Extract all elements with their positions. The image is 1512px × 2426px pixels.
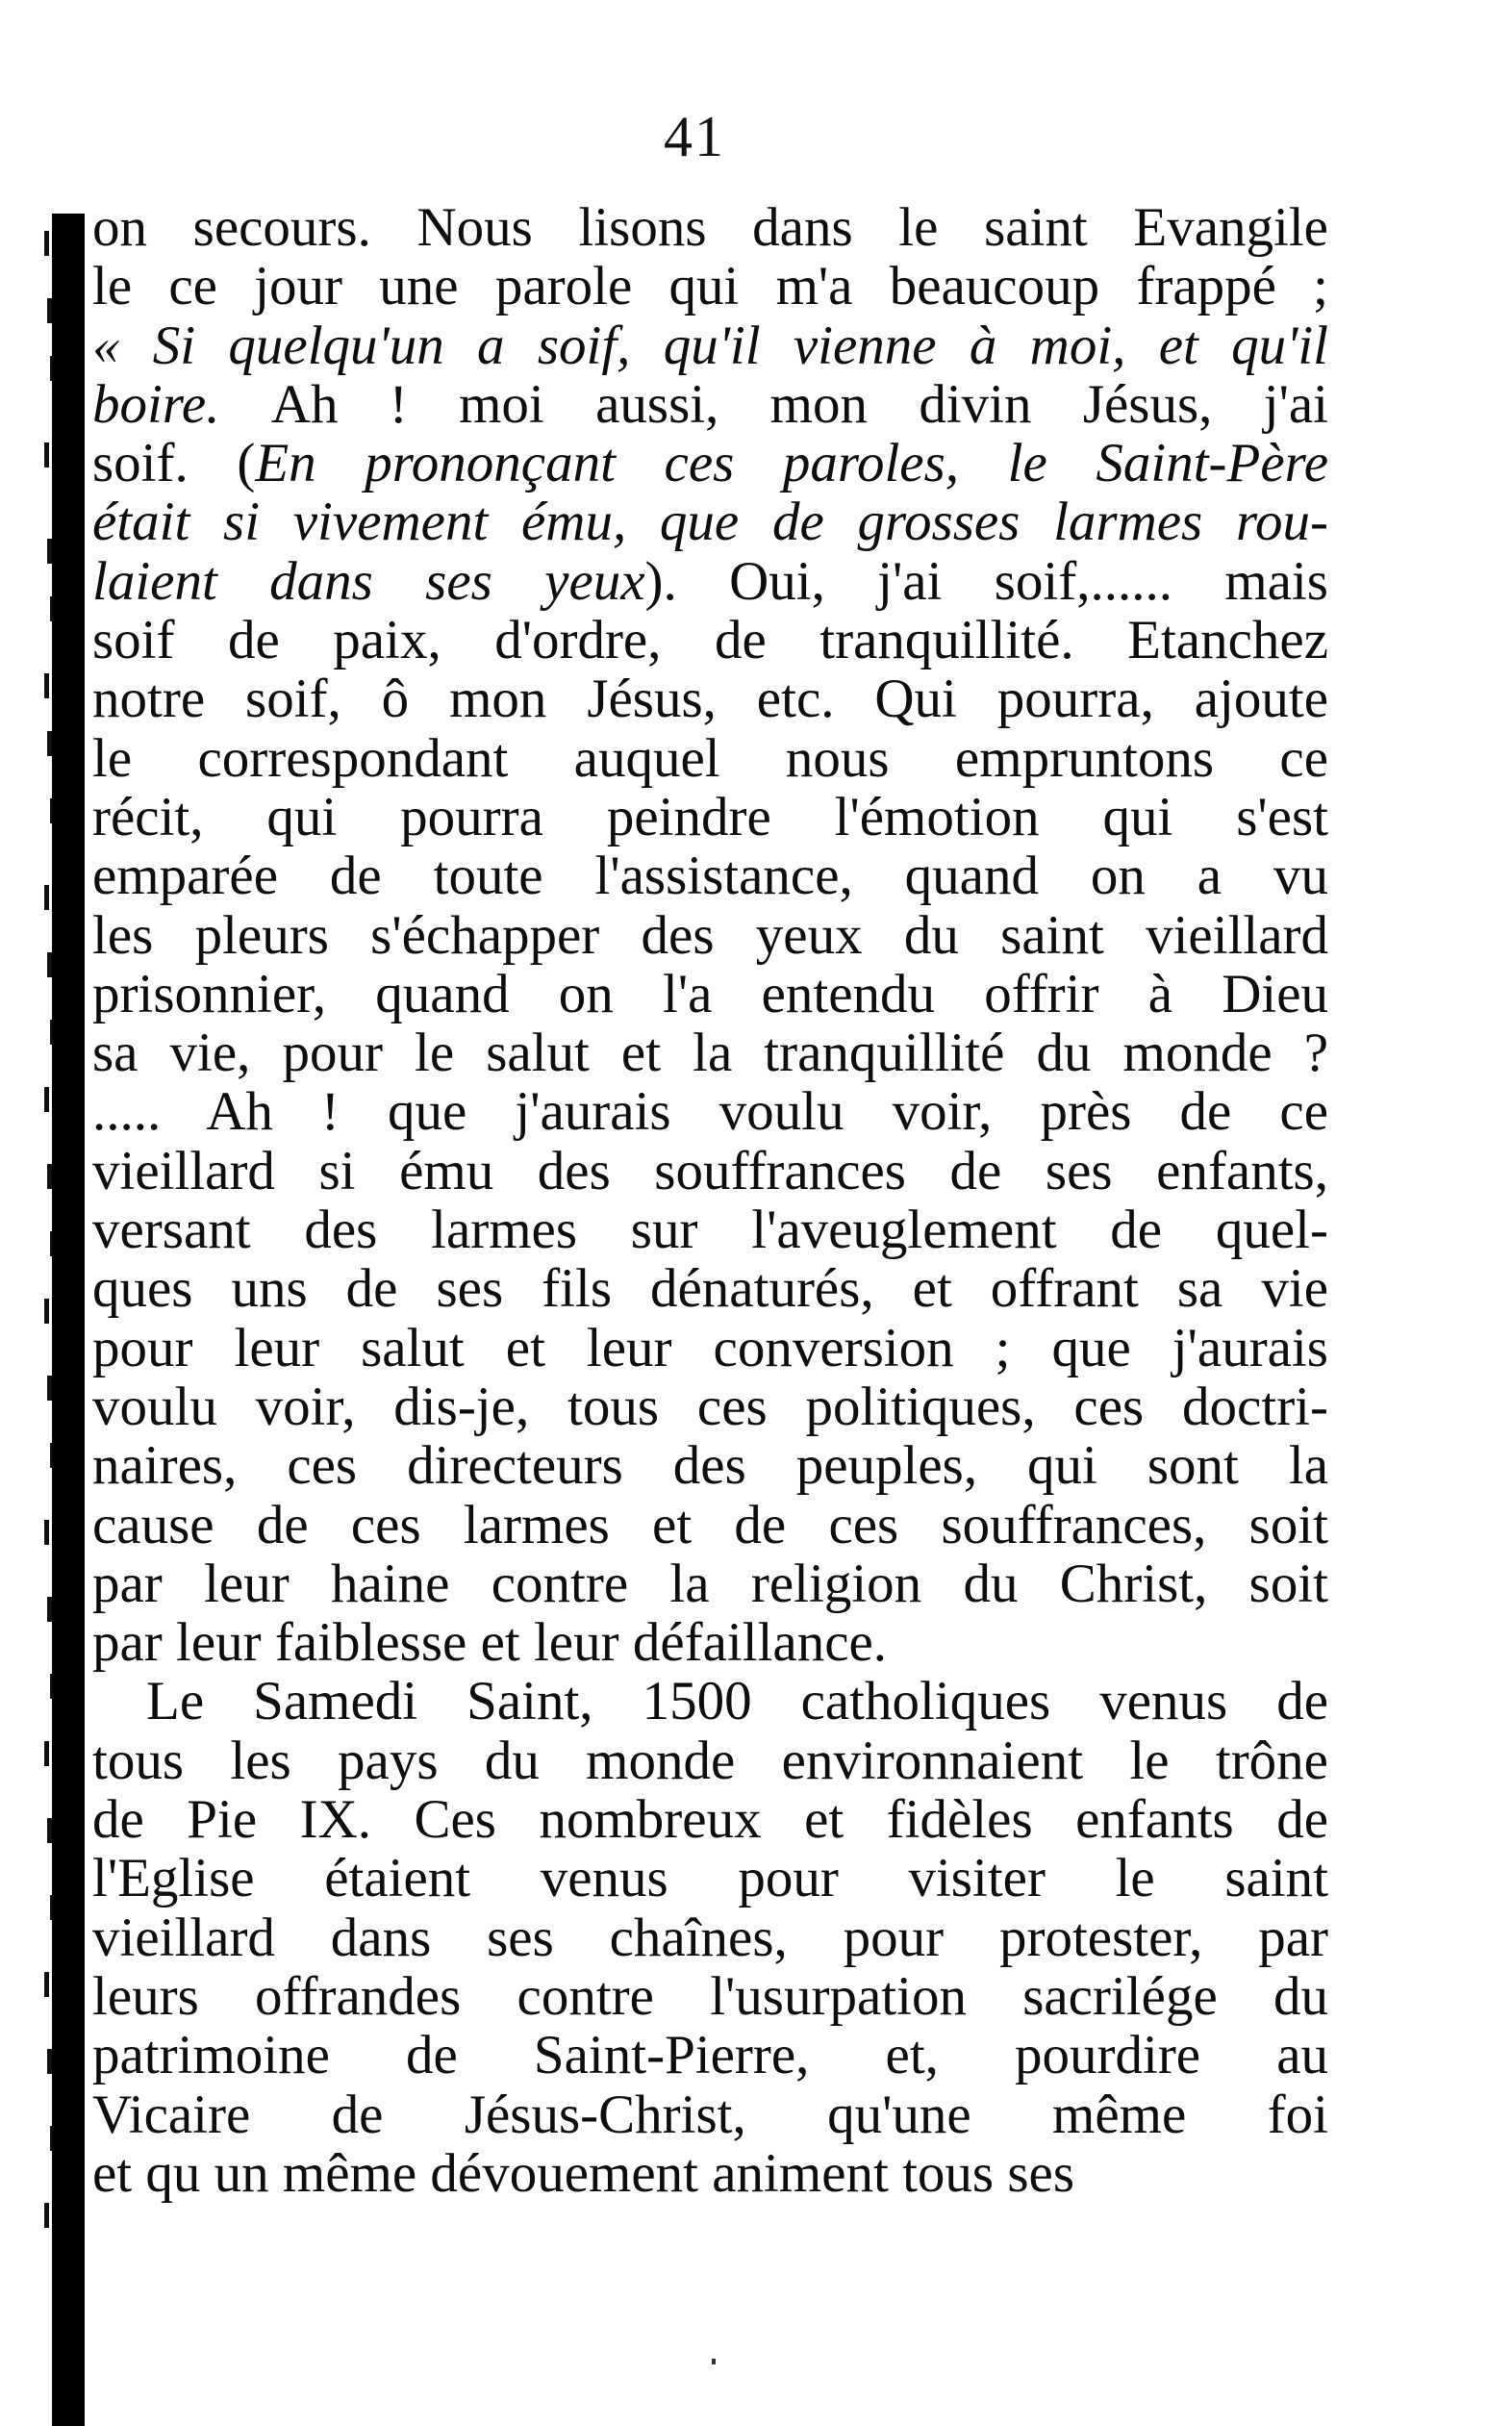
text-line bbox=[92, 1908, 1328, 1967]
text-line bbox=[92, 2026, 1328, 2085]
margin-speck bbox=[44, 1087, 49, 1112]
text-line bbox=[92, 847, 1328, 905]
text-line bbox=[92, 788, 1328, 847]
text-run: versant des larmes sur l'aveuglement de quel- bbox=[92, 1200, 1328, 1260]
text-line bbox=[92, 198, 1328, 257]
margin-specks bbox=[0, 192, 58, 2424]
text-run: de Pie IX. Ces nombreux et fidèles enfants de bbox=[92, 1790, 1328, 1850]
text-line bbox=[92, 1967, 1328, 2026]
text-run: ..... Ah ! que j'aurais voulu voir, près de ce bbox=[92, 1082, 1328, 1142]
text-run: ). Oui, j'ai soif,...... mais bbox=[644, 551, 1328, 612]
margin-speck bbox=[44, 1520, 49, 1545]
text-run: soif. ( bbox=[92, 434, 256, 493]
text-line bbox=[92, 1319, 1328, 1377]
text-run: pour leur salut et leur conversion ; que j'aurais bbox=[92, 1318, 1328, 1377]
margin-speck bbox=[44, 1299, 49, 1324]
text-run: voulu voir, dis-je, tous ces politiques, ces doctri- bbox=[92, 1377, 1328, 1437]
text-run: Ah ! moi aussi, mon divin Jésus, j'ai bbox=[270, 374, 1328, 435]
text-run: le ce jour une parole qui m'a beaucoup frappé ; bbox=[92, 257, 1328, 316]
text-run: vieillard dans ses chaînes, pour protester, par bbox=[92, 1908, 1328, 1967]
text-line bbox=[92, 965, 1328, 1023]
text-run: leurs offrandes contre l'usurpation sacrilége du bbox=[92, 1966, 1328, 2027]
text-run: Le Samedi Saint, 1500 catholiques venus de bbox=[146, 1672, 1328, 1731]
text-line bbox=[92, 670, 1328, 728]
text-run: les pleurs s'échapper des yeux du saint vieillard bbox=[92, 905, 1328, 965]
text-run: prisonnier, quand on l'a entendu offrir à Dieu bbox=[92, 964, 1328, 1024]
text-line bbox=[92, 1731, 1328, 1790]
text-line bbox=[92, 1790, 1328, 1849]
italic-text-run: laient dans ses yeux bbox=[92, 551, 645, 612]
text-line bbox=[92, 1082, 1328, 1141]
text-line bbox=[92, 2144, 1328, 2203]
margin-speck bbox=[44, 442, 49, 468]
italic-text-run: En prononçant ces paroles, le Saint-Père bbox=[255, 434, 1328, 493]
text-line bbox=[92, 1023, 1328, 1082]
text-run: emparée de toute l'assistance, quand on a vu bbox=[92, 847, 1328, 906]
body-text bbox=[92, 198, 1328, 2203]
binding-shadow bbox=[52, 214, 85, 2426]
text-line bbox=[92, 375, 1328, 434]
text-line bbox=[92, 1142, 1328, 1200]
italic-text-run: était si vivement ému, que de grosses larmes rou- bbox=[92, 493, 1328, 552]
text-line bbox=[92, 1200, 1328, 1259]
margin-speck bbox=[44, 1972, 49, 1997]
text-run: tous les pays du monde environnaient le trône bbox=[92, 1731, 1328, 1791]
text-line bbox=[92, 611, 1328, 670]
text-run: récit, qui pourra peindre l'émotion qui s'est bbox=[92, 787, 1328, 847]
page-number: 41 bbox=[664, 105, 725, 168]
margin-speck bbox=[44, 231, 49, 256]
text-run: sa vie, pour le salut et la tranquillité du monde ? bbox=[92, 1023, 1328, 1083]
text-line bbox=[92, 1496, 1328, 1554]
text-line bbox=[92, 493, 1328, 551]
italic-text-run: boire. bbox=[92, 374, 271, 435]
text-line bbox=[92, 257, 1328, 316]
text-line bbox=[92, 906, 1328, 965]
text-run: le correspondant auquel nous empruntons ce bbox=[92, 728, 1328, 788]
text-line bbox=[92, 1436, 1328, 1495]
text-run: par leur faiblesse et leur défaillance. bbox=[92, 1613, 888, 1673]
italic-text-run: « Si quelqu'un a soif, qu'il vienne à moi, et qu'il bbox=[92, 316, 1328, 375]
text-run: Vicaire de Jésus-Christ, qu'une même foi bbox=[92, 2085, 1328, 2144]
text-line bbox=[92, 1554, 1328, 1613]
text-line bbox=[92, 1672, 1328, 1731]
text-line bbox=[92, 1259, 1328, 1318]
text-run: et qu un même dévouement animent tous ses bbox=[92, 2143, 1075, 2204]
text-run: naires, ces directeurs des peuples, qui sont la bbox=[92, 1436, 1328, 1496]
text-run: soif de paix, d'ordre, de tranquillité. Etanchez bbox=[92, 611, 1328, 670]
text-line bbox=[92, 552, 1328, 611]
text-run: ques uns de ses fils dénaturés, et offrant sa vie bbox=[92, 1259, 1328, 1319]
text-run: patrimoine de Saint-Pierre, et, pourdire au bbox=[92, 2026, 1328, 2085]
text-run: l'Eglise étaient venus pour visiter le saint bbox=[92, 1849, 1328, 1908]
text-line bbox=[92, 1849, 1328, 1908]
text-line bbox=[92, 1377, 1328, 1436]
margin-speck bbox=[44, 673, 49, 698]
text-run: notre soif, ô mon Jésus, etc. Qui pourra, ajoute bbox=[92, 670, 1328, 729]
text-line bbox=[92, 2085, 1328, 2144]
ink-fleck bbox=[712, 2359, 716, 2364]
text-line bbox=[92, 316, 1328, 375]
text-line bbox=[92, 434, 1328, 493]
text-line bbox=[92, 729, 1328, 788]
text-run: par leur haine contre la religion du Christ, soit bbox=[92, 1554, 1328, 1614]
margin-speck bbox=[44, 1741, 49, 1766]
margin-speck bbox=[44, 2203, 49, 2228]
text-run: cause de ces larmes et de ces souffrances, soit bbox=[92, 1495, 1328, 1554]
text-run: vieillard si ému des souffrances de ses enfants, bbox=[92, 1141, 1328, 1201]
text-line bbox=[92, 1613, 1328, 1672]
margin-speck bbox=[44, 885, 49, 910]
text-run: on secours. Nous lisons dans le saint Evangile bbox=[92, 198, 1328, 258]
